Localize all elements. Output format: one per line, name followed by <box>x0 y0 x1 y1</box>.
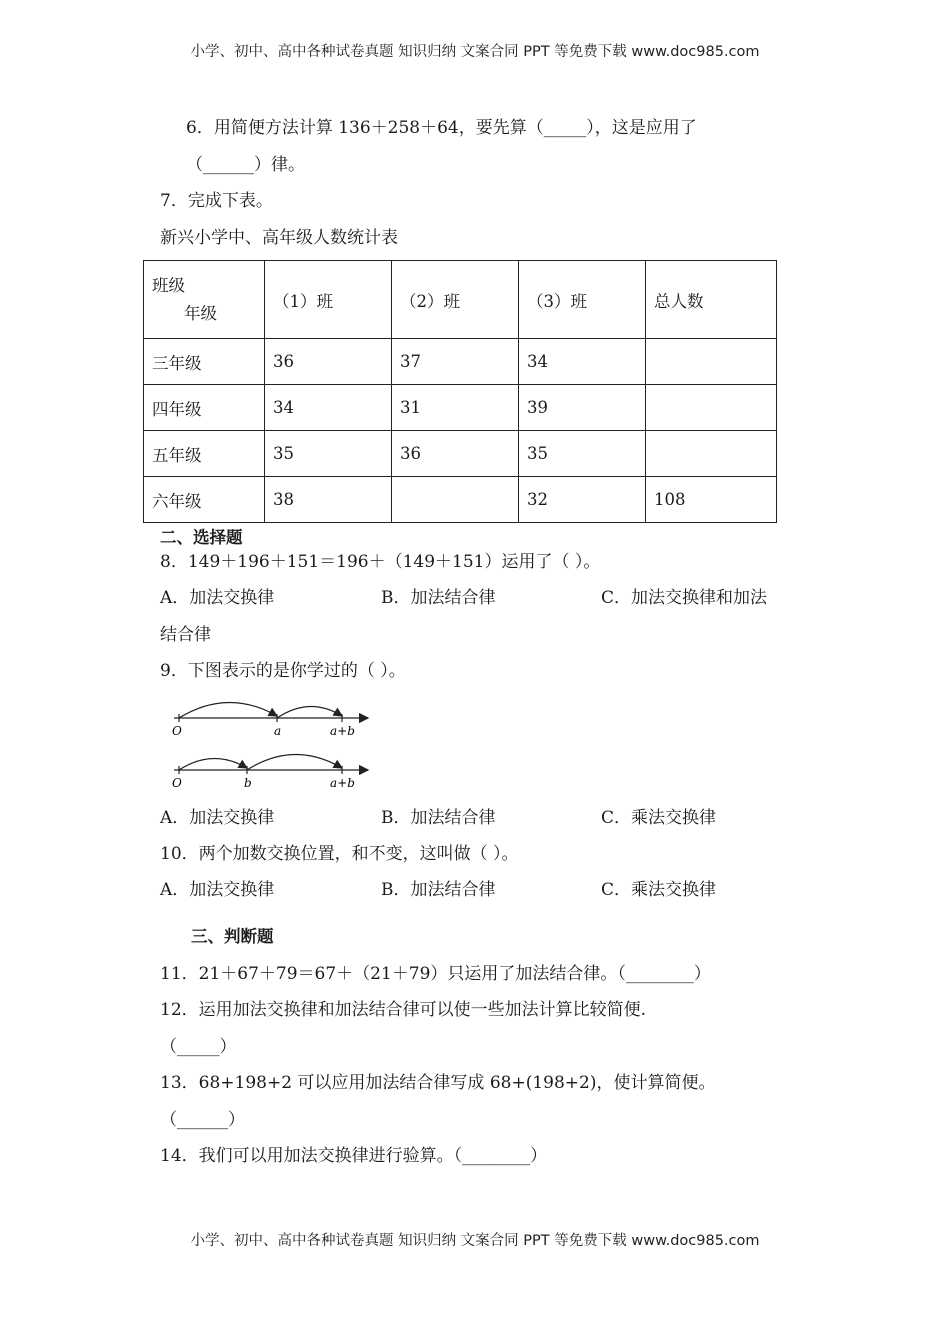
table-cell: 32 <box>519 477 646 523</box>
page-footer: 小学、初中、高中各种试卷真题 知识归纳 文案合同 PPT 等免费下载 www.doc985.com <box>190 1233 760 1249</box>
label-origin: O <box>172 724 182 738</box>
row-grade: 六年级 <box>144 477 265 523</box>
q10-option-a[interactable]: A．加法交换律 <box>160 880 275 900</box>
column-header: （1）班 <box>265 261 392 339</box>
label-a: a <box>274 724 282 738</box>
table-cell: 34 <box>265 385 392 431</box>
row-grade: 四年级 <box>144 385 265 431</box>
q7-text: 7．完成下表。 <box>160 191 273 211</box>
section-choice-title: 二、选择题 <box>160 528 243 547</box>
q8-option-c-continued: 结合律 <box>160 625 211 645</box>
q13-line2: （______） <box>160 1110 245 1130</box>
table-row <box>144 431 777 477</box>
label-origin: O <box>172 776 182 790</box>
table-cell: 108 <box>646 477 777 523</box>
table-row <box>144 339 777 385</box>
column-header: （2）班 <box>392 261 519 339</box>
row-grade: 三年级 <box>144 339 265 385</box>
header-class-label: 班级 <box>152 275 185 295</box>
q6-line2: （______）律。 <box>186 155 305 175</box>
column-header: （3）班 <box>519 261 646 339</box>
q9-option-b[interactable]: B．加法结合律 <box>381 808 496 828</box>
q8-option-b[interactable]: B．加法结合律 <box>381 588 496 608</box>
q12-line1: 12．运用加法交换律和加法结合律可以使一些加法计算比较简便. <box>160 1000 647 1020</box>
section-judge-title: 三、判断题 <box>191 927 274 946</box>
label-a-plus-b: a+b <box>330 724 355 738</box>
table-cell: 37 <box>392 339 519 385</box>
row-grade: 五年级 <box>144 431 265 477</box>
q8-option-a[interactable]: A．加法交换律 <box>160 588 275 608</box>
q9-option-c[interactable]: C．乘法交换律 <box>601 808 717 828</box>
table-cell[interactable] <box>646 431 777 477</box>
q9-text: 9．下图表示的是你学过的（ ）。 <box>160 661 406 681</box>
q6-line1: 6．用简便方法计算 136＋258＋64，要先算（_____），这是应用了 <box>186 118 697 138</box>
q12-line2: （_____） <box>160 1037 237 1057</box>
page-header: 小学、初中、高中各种试卷真题 知识归纳 文案合同 PPT 等免费下载 www.doc985.com <box>190 44 760 60</box>
q14-text: 14．我们可以用加法交换律进行验算。（________） <box>160 1146 548 1166</box>
table-cell: 34 <box>519 339 646 385</box>
table-cell[interactable] <box>392 477 519 523</box>
q11-text: 11．21＋67＋79＝67＋（21＋79）只运用了加法结合律。（________） <box>160 964 711 984</box>
number-line-top <box>172 702 368 738</box>
table-cell: 35 <box>519 431 646 477</box>
q8-option-c[interactable]: C．加法交换律和加法 <box>601 588 768 608</box>
table-title: 新兴小学中、高年级人数统计表 <box>160 228 398 248</box>
header-grade-label: 年级 <box>184 303 217 323</box>
number-line-diagram <box>160 692 380 792</box>
q10-option-c[interactable]: C．乘法交换律 <box>601 880 717 900</box>
q10-option-b[interactable]: B．加法结合律 <box>381 880 496 900</box>
table-cell[interactable] <box>646 339 777 385</box>
column-header: 总人数 <box>646 261 777 339</box>
label-a-plus-b: a+b <box>330 776 355 790</box>
q8-text: 8．149＋196＋151＝196＋（149＋151）运用了（ ）。 <box>160 552 601 572</box>
table-cell: 36 <box>392 431 519 477</box>
table-cell[interactable] <box>646 385 777 431</box>
diagonal-header-cell <box>144 261 265 339</box>
q13-line1: 13．68+198+2 可以应用加法结合律写成 68+(198+2)，使计算简便。 <box>160 1073 716 1093</box>
table-row <box>144 477 777 523</box>
table-cell: 39 <box>519 385 646 431</box>
table-cell: 38 <box>265 477 392 523</box>
stats-table <box>143 260 777 523</box>
table-cell: 36 <box>265 339 392 385</box>
number-line-bottom <box>172 754 368 790</box>
table-header-row <box>144 261 777 339</box>
table-cell: 35 <box>265 431 392 477</box>
table-row <box>144 385 777 431</box>
q9-option-a[interactable]: A．加法交换律 <box>160 808 275 828</box>
q10-text: 10．两个加数交换位置，和不变，这叫做（ ）。 <box>160 844 519 864</box>
table-cell: 31 <box>392 385 519 431</box>
label-b: b <box>244 776 252 790</box>
